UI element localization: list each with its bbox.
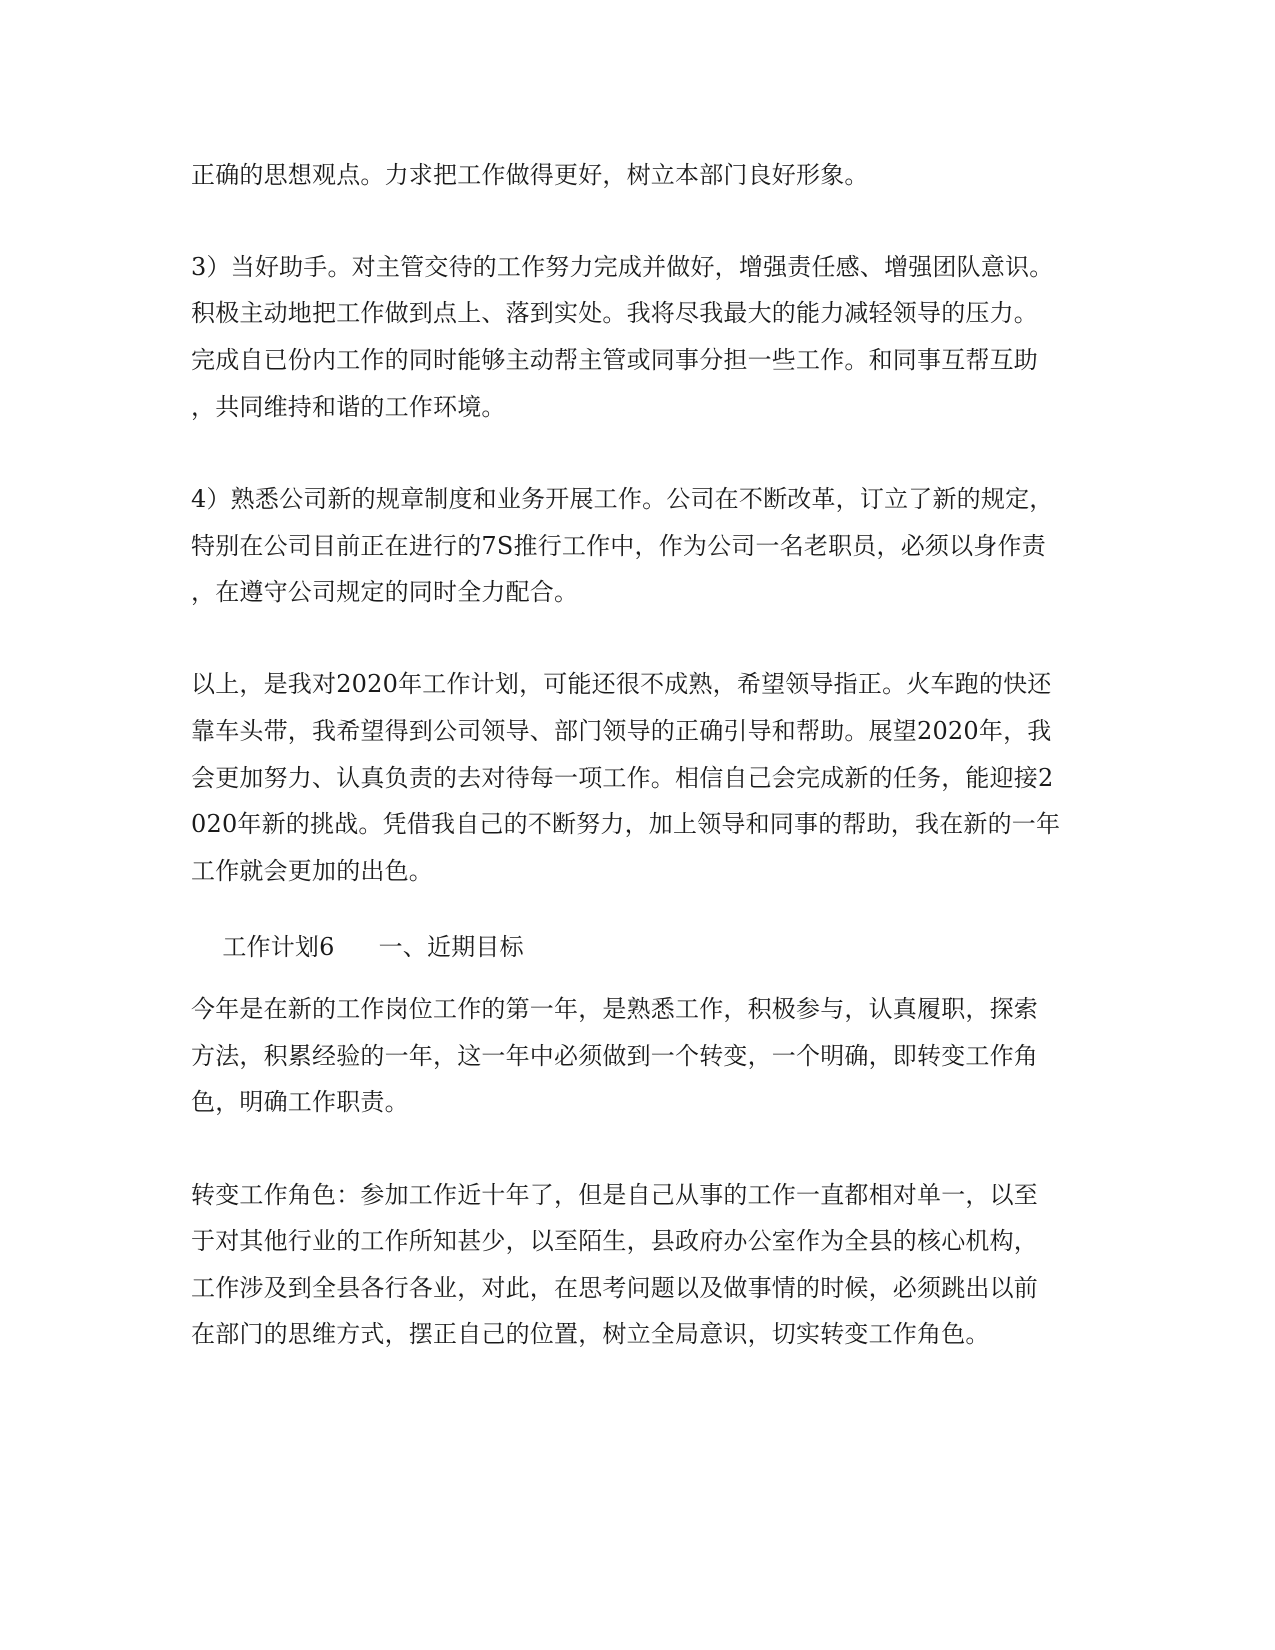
text-line: 在部门的思维方式，摆正自己的位置，树立全局意识，切实转变工作角色。: [191, 1320, 990, 1348]
text-line: 今年是在新的工作岗位工作的第一年，是熟悉工作，积极参与，认真履职，探索: [191, 995, 1038, 1023]
text-line: 以上，是我对2020年工作计划，可能还很不成熟，希望领导指正。火车跑的快还: [191, 670, 1052, 698]
text-line: 靠车头带，我希望得到公司领导、部门领导的正确引导和帮助。展望2020年，我: [191, 717, 1052, 745]
text-line: ，共同维持和谐的工作环境。: [191, 393, 506, 421]
text-line: 完成自已份内工作的同时能够主动帮主管或同事分担一些工作。和同事互帮互助: [191, 346, 1038, 374]
heading-left: 工作计划6: [222, 933, 335, 961]
text-line: ，在遵守公司规定的同时全力配合。: [191, 578, 579, 606]
text-line: 于对其他行业的工作所知甚少，以至陌生，县政府办公室作为全县的核心机构，: [191, 1227, 1038, 1255]
text-line: 020年新的挑战。凭借我自己的不断努力，加上领导和同事的帮助，我在新的一年: [191, 810, 1061, 838]
text-line: 3）当好助手。对主管交待的工作努力完成并做好，增强责任感、增强团队意识。: [191, 253, 1054, 281]
text-line: 正确的思想观点。力求把工作做得更好，树立本部门良好形象。: [191, 161, 869, 189]
text-line: 工作涉及到全县各行各业，对此，在思考问题以及做事情的时候，必须跳出以前: [191, 1274, 1038, 1302]
section-heading: [191, 902, 1091, 992]
text-line: 特别在公司目前正在进行的7S推行工作中，作为公司一名老职员，必须以身作责: [191, 532, 1046, 560]
text-line: 积极主动地把工作做到点上、落到实处。我将尽我最大的能力减轻领导的压力。: [191, 299, 1038, 327]
text-line: 方法，积累经验的一年，这一年中必须做到一个转变，一个明确，即转变工作角: [191, 1042, 1038, 1070]
text-line: 色，明确工作职责。: [191, 1088, 409, 1116]
text-line: 4）熟悉公司新的规章制度和业务开展工作。公司在不断改革，订立了新的规定，: [191, 485, 1054, 513]
text-line: 工作就会更加的出色。: [191, 857, 433, 885]
heading-right: 一、近期目标: [378, 933, 524, 961]
text-line: 转变工作角色：参加工作近十年了，但是自己从事的工作一直都相对单一，以至: [191, 1181, 1038, 1209]
text-line: 会更加努力、认真负责的去对待每一项工作。相信自己会完成新的任务，能迎接2: [191, 764, 1054, 792]
